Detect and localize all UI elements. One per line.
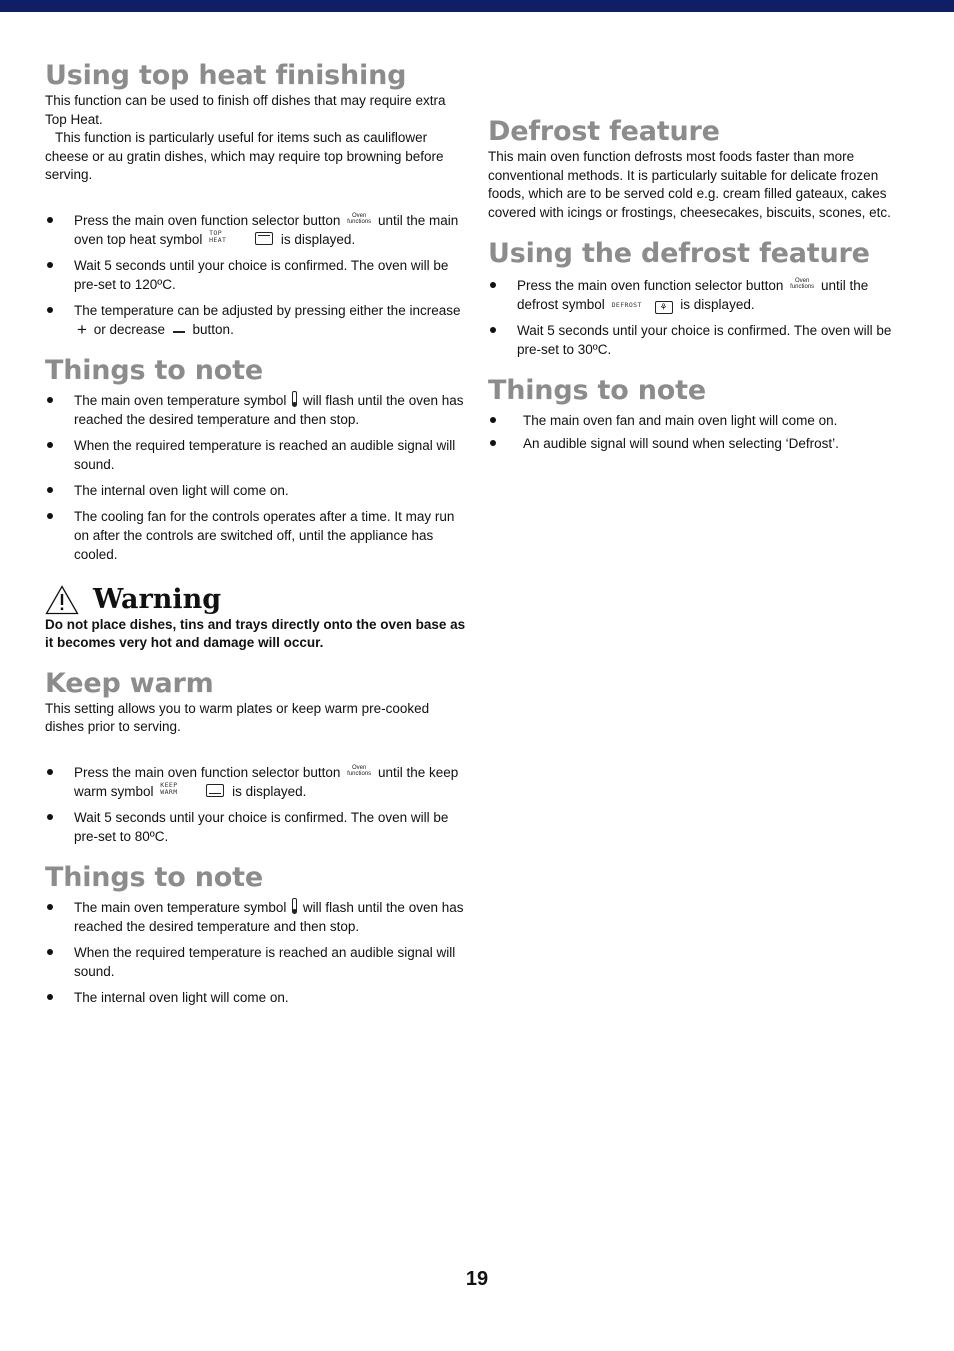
top-heat-intro: This function can be used to finish off dishes that may require extra Top Heat. bbox=[45, 93, 446, 127]
list-item: Wait 5 seconds until your choice is confirmed. The oven will be pre-set to 30ºC. bbox=[488, 321, 912, 359]
top-heat-lcd-icon: TOP HEAT bbox=[209, 229, 227, 244]
thermometer-icon bbox=[292, 391, 297, 406]
oven-functions-button-icon: Oven functions bbox=[790, 278, 815, 290]
notes-1-list bbox=[45, 391, 469, 564]
list-item: Wait 5 seconds until your choice is confirmed. The oven will be pre-set to 80ºC. bbox=[45, 808, 469, 846]
top-heat-symbol-icon bbox=[255, 232, 273, 245]
minus-icon bbox=[173, 331, 185, 333]
list-item: Wait 5 seconds until your choice is confirmed. The oven will be pre-set to 120ºC. bbox=[45, 256, 469, 294]
list-item: The temperature can be adjusted by pressing either the increase + or decrease button. bbox=[45, 301, 469, 339]
heading-things-to-note-1: Things to note bbox=[45, 354, 263, 386]
heading-things-to-note-3: Things to note bbox=[488, 375, 706, 406]
keep-warm-symbol-icon bbox=[206, 784, 224, 797]
defrost-steps bbox=[488, 276, 912, 359]
defrost-lcd-icon: DEFROST bbox=[611, 301, 642, 309]
list-item: Press the main oven function selector button Oven functions until the keep warm symbol KEEP WARM is displayed. bbox=[45, 763, 469, 801]
list-item: Press the main oven function selector button Oven functions until the main oven top heat symbol TOP HEAT is displayed. bbox=[45, 211, 469, 249]
top-heat-steps bbox=[45, 211, 469, 339]
list-item: When the required temperature is reached an audible signal will sound. bbox=[45, 436, 469, 474]
oven-functions-button-icon: Oven functions bbox=[347, 212, 372, 225]
list-item: The cooling fan for the controls operates after a time. It may run on after the controls are switched off, until the appliance has cooled. bbox=[45, 507, 469, 564]
heading-things-to-note-2: Things to note bbox=[45, 861, 263, 893]
warning-title: Warning bbox=[45, 584, 469, 616]
defrost-body: This main oven function defrosts most foods faster than more conventional methods. It is particularly suitable for delicate frozen foods, which are to be served cold e.g. cream filled gateaux, cakes covered with icings or frostings, cheesecakes, biscuits, scones, etc. bbox=[488, 149, 891, 220]
notes-3-list bbox=[488, 411, 912, 453]
heading-top-heat: Using top heat finishing bbox=[45, 60, 407, 91]
defrost-fan-icon: ⚘ bbox=[655, 301, 673, 314]
list-item: The main oven fan and main oven light will come on. bbox=[488, 411, 912, 430]
heading-defrost-feature: Defrost feature bbox=[488, 116, 720, 147]
page-number: 19 bbox=[465, 1268, 489, 1290]
warning-body: Do not place dishes, tins and trays directly onto the oven base as it becomes very hot and damage will occur. bbox=[45, 616, 466, 650]
notes-2-list bbox=[45, 898, 469, 1007]
plus-icon: + bbox=[77, 319, 87, 339]
list-item: The internal oven light will come on. bbox=[45, 481, 469, 500]
heading-using-defrost: Using the defrost feature bbox=[488, 238, 870, 269]
list-item: The internal oven light will come on. bbox=[45, 988, 469, 1007]
list-item: Press the main oven function selector button Oven functions until the defrost symbol DEFROST ⚘ is displayed. bbox=[488, 276, 912, 314]
oven-functions-button-icon: Oven functions bbox=[347, 764, 372, 777]
list-item: The main oven temperature symbol will flash until the oven has reached the desired temperature and then stop. bbox=[45, 391, 469, 429]
keep-warm-lcd-icon: KEEP WARM bbox=[160, 781, 178, 796]
keep-warm-intro: This setting allows you to warm plates or keep warm pre-cooked dishes prior to serving. bbox=[45, 700, 430, 734]
warning-triangle-icon bbox=[45, 585, 79, 615]
list-item: When the required temperature is reached an audible signal will sound. bbox=[45, 943, 469, 981]
list-item: An audible signal will sound when selecting ‘Defrost’. bbox=[488, 434, 912, 453]
list-item: The main oven temperature symbol will flash until the oven has reached the desired temperature and then stop. bbox=[45, 898, 469, 936]
keep-warm-steps bbox=[45, 763, 469, 846]
top-heat-intro-2: This function is particularly useful for items such as cauliflower cheese or au gratin dishes, which may require top browning before serving. bbox=[45, 130, 444, 182]
top-border-bar bbox=[0, 0, 954, 12]
left-column bbox=[45, 60, 469, 1014]
right-column bbox=[488, 116, 912, 457]
heading-keep-warm: Keep warm bbox=[45, 667, 214, 699]
thermometer-icon bbox=[292, 898, 297, 913]
